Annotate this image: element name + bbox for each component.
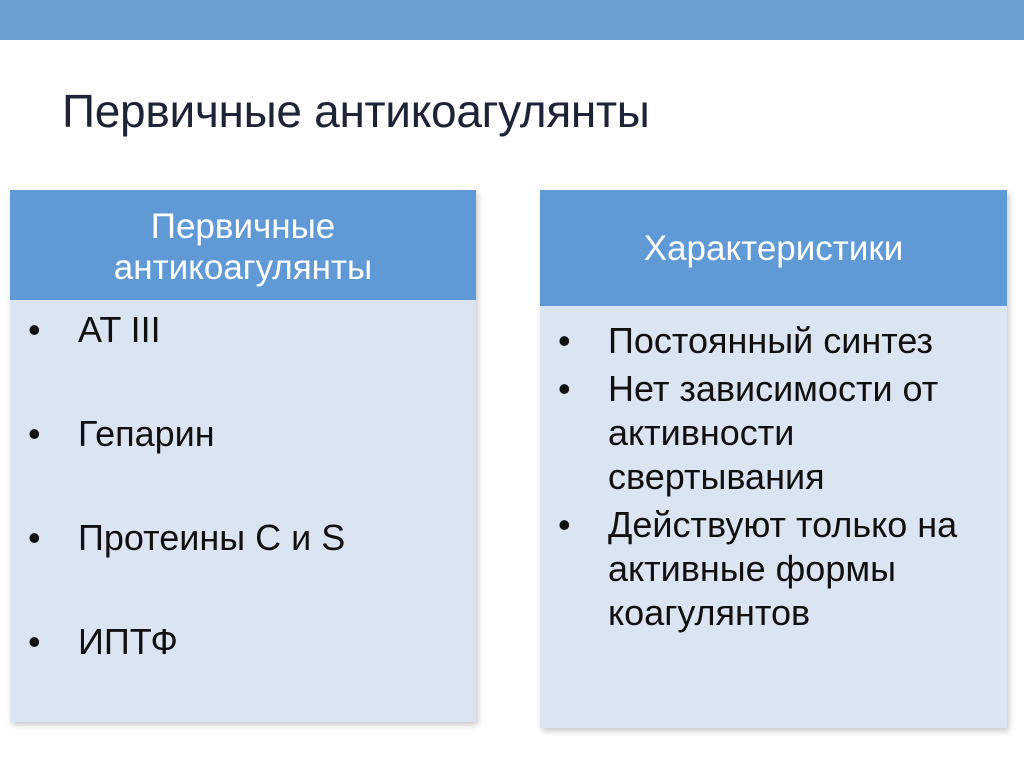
panel-header-line-1: Первичные: [150, 207, 336, 246]
list-item: [558, 319, 1007, 363]
list-item: [28, 620, 476, 724]
bullet-icon: •: [28, 517, 41, 558]
bullet-icon: •: [558, 368, 571, 409]
bullet-icon: •: [28, 309, 41, 350]
panel-header-primary-anticoagulants: [10, 190, 476, 300]
anticoagulant-list: [10, 300, 476, 724]
panel-header-characteristics: Характеристики: [540, 190, 1007, 306]
characteristics-list: [540, 306, 1007, 635]
list-item-text: Гепарин: [78, 413, 215, 454]
top-accent-band: [0, 0, 1024, 40]
panel-header-line-2: антикоагулянты: [113, 248, 373, 287]
list-item-text: ИПТФ: [78, 621, 178, 662]
primary-anticoagulants-panel: [10, 190, 476, 722]
list-item: [28, 308, 476, 412]
list-item-text: Действуют только на активные формы коагулянтов: [608, 504, 958, 633]
list-item-text: Нет зависимости от активности свертывания: [608, 368, 939, 497]
list-item: [558, 367, 1007, 499]
list-item-text: AT III: [78, 309, 161, 350]
list-item: [558, 503, 1007, 635]
list-item-text: Протеины С и S: [78, 517, 346, 558]
bullet-icon: •: [558, 320, 571, 361]
list-item: [28, 412, 476, 516]
slide-title: Первичные антикоагулянты: [62, 85, 650, 137]
bullet-icon: •: [558, 504, 571, 545]
list-item-text: Постоянный синтез: [608, 320, 934, 361]
characteristics-panel: [540, 190, 1007, 728]
bullet-icon: •: [28, 413, 41, 454]
list-item: [28, 516, 476, 620]
bullet-icon: •: [28, 621, 41, 662]
